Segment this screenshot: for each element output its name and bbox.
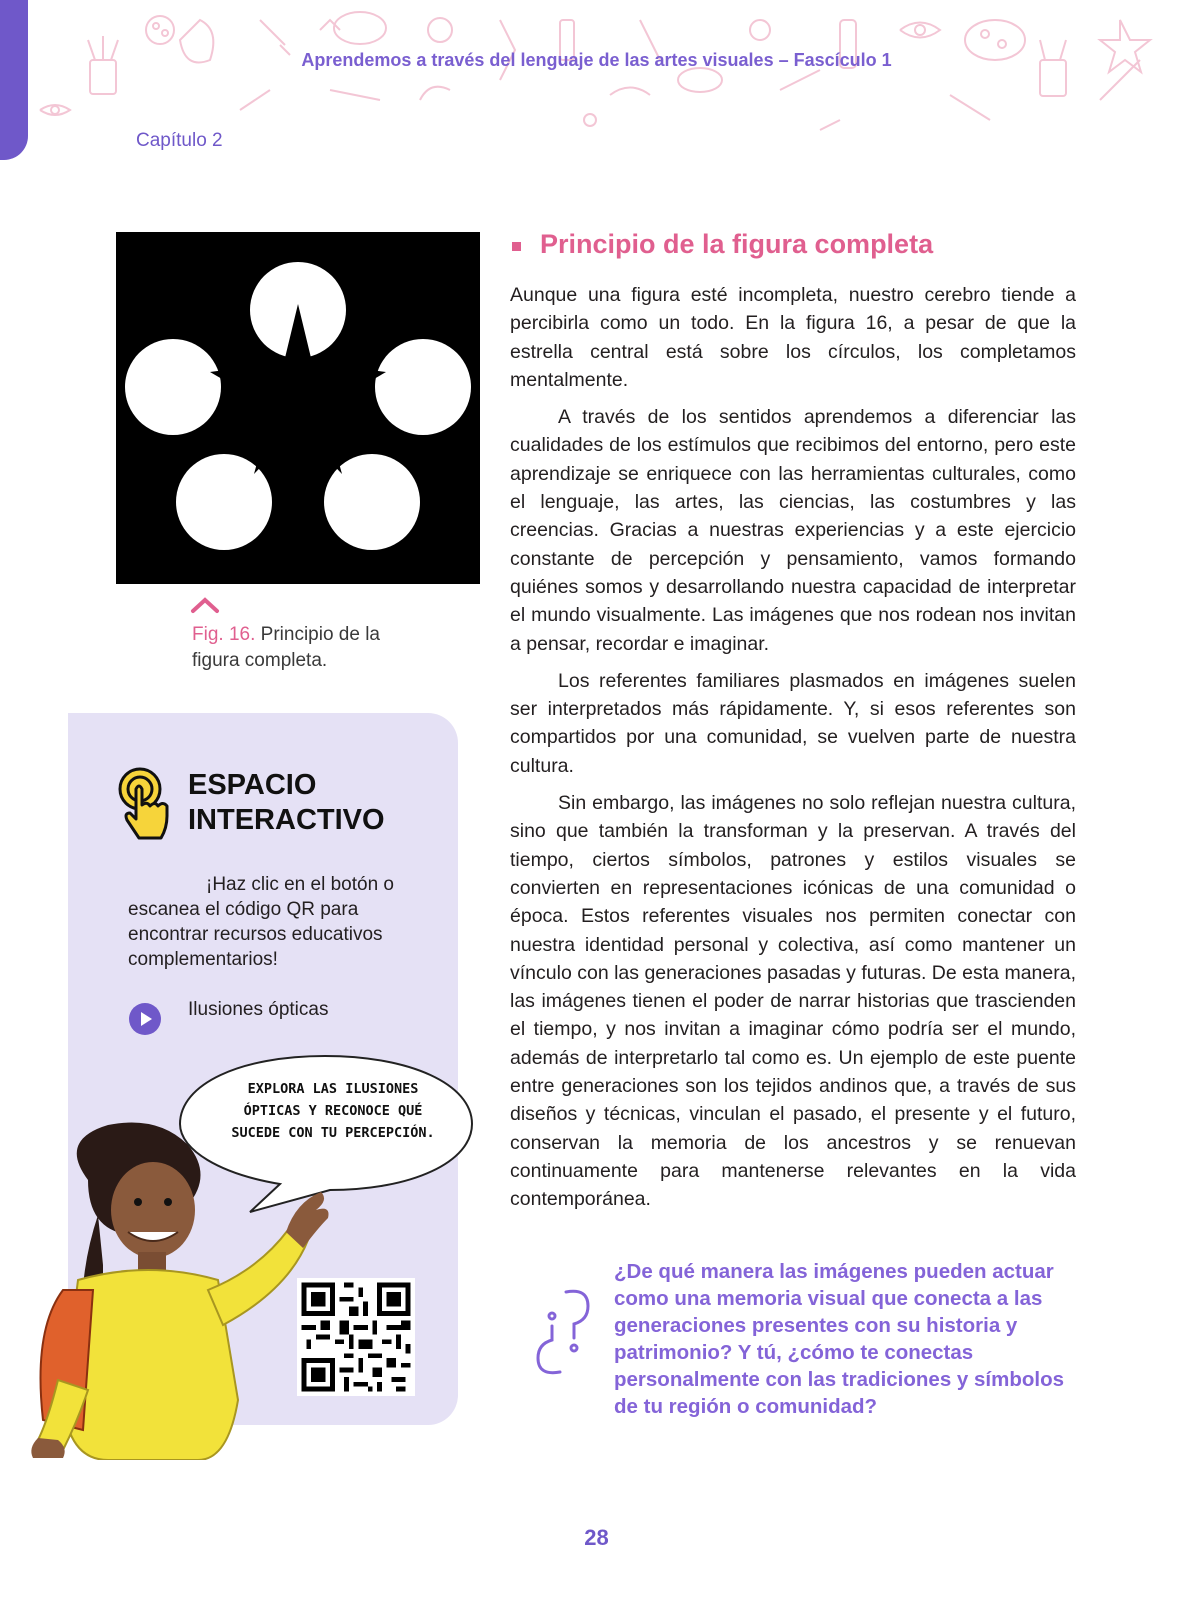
interactive-description bbox=[128, 872, 428, 972]
interactive-title-line1: ESPACIO bbox=[188, 769, 317, 801]
figure-number: Fig. 16. bbox=[192, 624, 256, 645]
optical-illusions-link[interactable]: Ilusiones ópticas bbox=[188, 999, 329, 1020]
interactive-description-text: ¡Haz clic en el botón o escanea el código QR para encontrar recursos educativos complementarios! bbox=[128, 874, 394, 970]
paragraph: Aunque una figura esté incompleta, nuestro cerebro tiende a percibirla como un todo. En la figura 16, a pesar de que la estrella central está sobre los círculos, los completamos mentalmente. bbox=[510, 284, 1076, 391]
interactive-title bbox=[188, 768, 385, 838]
qr-code[interactable] bbox=[297, 1278, 415, 1396]
play-icon[interactable] bbox=[128, 1002, 162, 1036]
student-character-illustration bbox=[18, 1120, 338, 1460]
paragraph: Sin embargo, las imágenes no solo reflejan nuestra cultura, sino que también la transforman y la preservan. A través del tiempo, ciertos símbolos, patrones y estilos visuales se convierten en representaciones icónicas de una comunidad o época. Estos referentes visuales nos permiten conectar con nuestra identidad personal y colectiva, así como mantener un vínculo con las generaciones pasadas y futuras. De esta manera, las imágenes tienen el poder de narrar historias que trascienden el tiempo, y nos invitan a imaginar cómo podría ser el mundo, además de interpretarlo tal como es. Un ejemplo de este puente entre generaciones son los tejidos andinos que, a través de sus diseños y técnicas, vinculan el pasado, el presente y el futuro, conservan la memoria de los ancestros y se renuevan continuamente para mantenerse relevantes en la vida contemporánea. bbox=[510, 792, 1076, 1211]
reflection-question: ¿De qué manera las imágenes pueden actuar como una memoria visual que conecta a las generaciones presentes con su historia y patrimonio? Y tú, ¿cómo te conectas personalmente con las tradiciones y símbolos de tu región o comunidad? bbox=[614, 1260, 1064, 1418]
chapter-label: Capítulo 2 bbox=[136, 130, 223, 151]
hand-pointer-icon bbox=[116, 765, 176, 841]
section-bullet bbox=[512, 242, 521, 251]
speech-bubble-text: EXPLORA LAS ILUSIONES ÓPTICAS Y RECONOCE QUÉ SUCEDE CON TU PERCEPCIÓN. bbox=[231, 1081, 435, 1141]
page-number: 28 bbox=[584, 1525, 609, 1550]
paragraph: Los referentes familiares plasmados en imágenes suelen ser interpretados más rápidamente. Y, si esos referentes son compartidos por una comunidad, se vuelven parte de nuestra cultura. bbox=[510, 669, 1076, 777]
figure-caption bbox=[192, 622, 392, 674]
figure-illusion bbox=[116, 232, 480, 584]
chapter-color-tab bbox=[0, 0, 28, 160]
paragraph: A través de los sentidos aprendemos a diferenciar las cualidades de los estímulos que recibimos del entorno, pero este aprendizaje se enriquece con las herramientas culturales, como el lenguaje, las artes, las ciencias, las costumbres y las creencias. Gracias a nuestras experiencias y a este ejercicio constante de percepción y pensamiento, vamos formando quiénes somos y desarrollando nuestra capacidad de interpretar el mundo visualmente. Las imágenes que nos rodean nos invitan a pensar, recordar e imaginar. bbox=[510, 406, 1076, 655]
interactive-title-line2: INTERACTIVO bbox=[188, 804, 385, 836]
figure-caption-text: Principio de la figura completa. bbox=[192, 624, 380, 671]
running-title: Aprendemos a través del lenguaje de las artes visuales – Fascículo 1 bbox=[301, 50, 892, 70]
question-marks-icon bbox=[532, 1284, 596, 1380]
body-text bbox=[510, 281, 1076, 1223]
caret-up-icon bbox=[190, 596, 220, 614]
complete-figure-illusion bbox=[116, 232, 480, 584]
section-title: Principio de la figura completa bbox=[540, 229, 934, 259]
